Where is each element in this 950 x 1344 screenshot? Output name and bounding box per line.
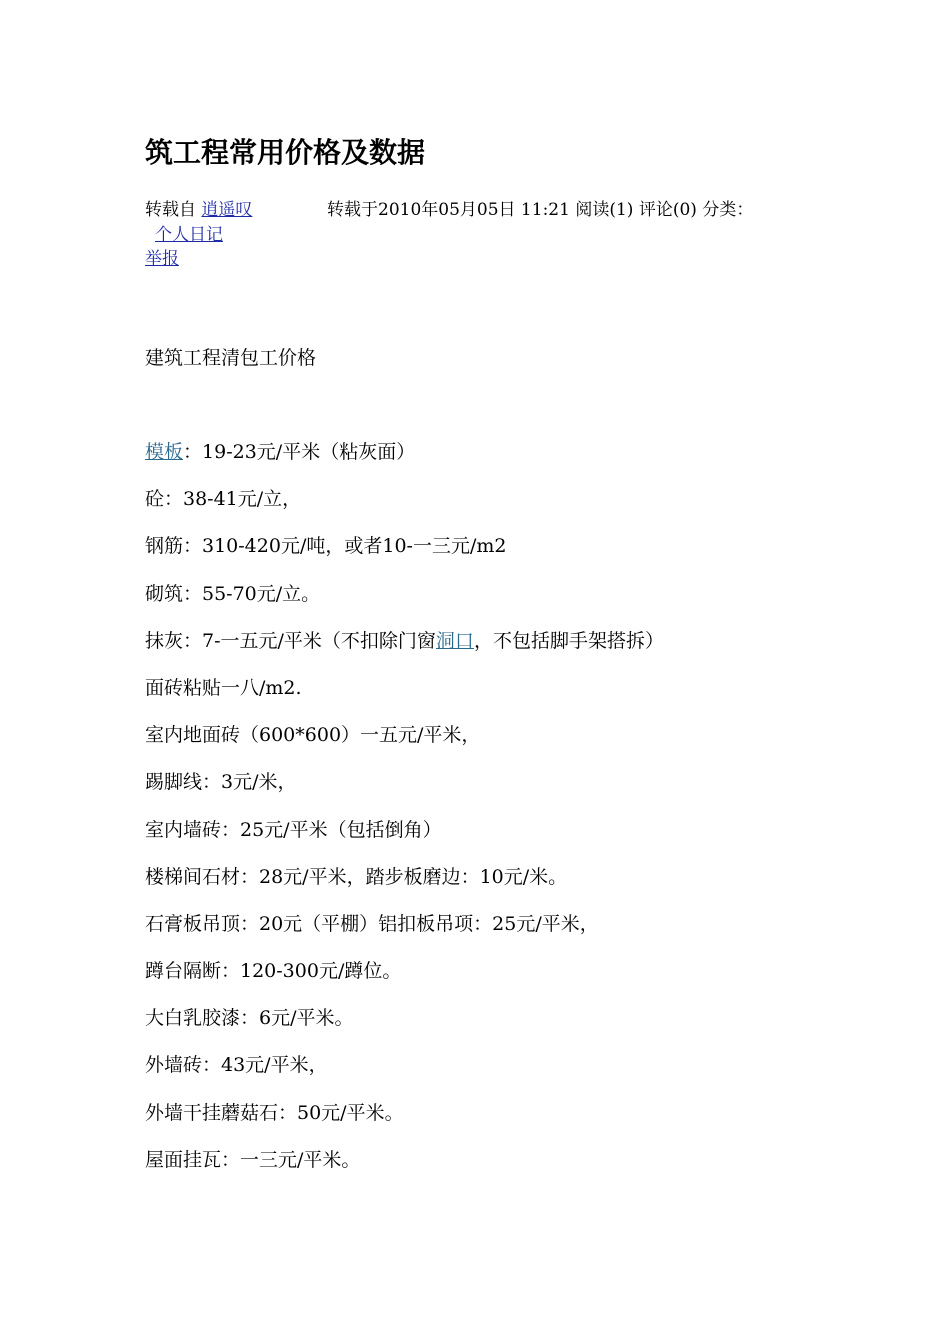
- price-item-formwork: [145, 438, 664, 485]
- price-item-text: 蹲台隔断：120-300元/蹲位。: [145, 960, 402, 983]
- price-item-text: 室内地面砖（600*600）一五元/平米，: [145, 724, 481, 747]
- price-item-text: 抹灰：7-一五元/平米（不扣除门窗: [145, 629, 436, 652]
- page-title: 筑工程常用价格及数据: [145, 136, 426, 169]
- section-heading: 建筑工程清包工价格: [145, 347, 317, 369]
- repost-date: 转载于2010年05月05日 11:21: [327, 200, 570, 220]
- price-item-roof-tile: [145, 1146, 664, 1193]
- category-link[interactable]: 个人日记: [155, 225, 223, 245]
- price-item-masonry: [145, 580, 664, 627]
- price-item-text: 砼：38-41元/立，: [145, 488, 302, 511]
- price-item-ceiling: [145, 910, 664, 957]
- comment-count[interactable]: 评论(0): [638, 200, 697, 220]
- price-item-floor-tile: [145, 721, 664, 768]
- price-item-text: 石膏板吊顶：20元（平棚）铝扣板吊项：25元/平米，: [145, 912, 599, 935]
- report-row: [145, 247, 179, 271]
- author-link[interactable]: 逍遥叹: [201, 200, 253, 220]
- price-list: [145, 438, 664, 1193]
- price-item-face-tile: [145, 674, 664, 721]
- price-item-text: 楼梯间石材：28元/平米，踏步板磨边：10元/米。: [145, 865, 568, 888]
- price-item-text: 砌筑：55-70元/立。: [145, 582, 321, 605]
- post-stats: [327, 198, 753, 222]
- price-item-rebar: [145, 532, 664, 579]
- price-item-text: 面砖粘贴一八/m2.: [145, 676, 302, 699]
- opening-link[interactable]: 洞口: [435, 629, 474, 652]
- price-item-latex-paint: [145, 1004, 664, 1051]
- category-row: [155, 223, 223, 247]
- price-item-exterior-stone: [145, 1099, 664, 1146]
- price-item-text: 外墙砖：43元/平米，: [145, 1054, 328, 1077]
- price-item-concrete: [145, 485, 664, 532]
- price-item-text: 屋面挂瓦：一三元/平米。: [145, 1148, 361, 1171]
- price-item-text: 踢脚线：3元/米，: [145, 771, 297, 794]
- price-item-text: ：19-23元/平米（粘灰面）: [183, 441, 416, 463]
- report-link[interactable]: 举报: [145, 249, 179, 269]
- repost-info: [145, 198, 252, 222]
- read-count: 阅读(1): [575, 200, 634, 220]
- price-item-text: 大白乳胶漆：6元/平米。: [145, 1007, 354, 1030]
- price-item-plastering: [145, 627, 664, 674]
- price-item-skirting: [145, 768, 664, 815]
- price-item-stair-stone: [145, 863, 664, 910]
- formwork-link[interactable]: 模板: [145, 441, 184, 463]
- price-item-wall-tile: [145, 816, 664, 863]
- price-item-text: 室内墙砖：25元/平米（包括倒角）: [145, 818, 442, 841]
- price-item-exterior-tile: [145, 1051, 664, 1098]
- repost-from-label: 转载自: [145, 200, 196, 220]
- price-item-text: 钢筋：310-420元/吨，或者10-一三元/m2: [145, 535, 507, 558]
- price-item-text: ，不包括脚手架搭拆）: [473, 629, 664, 652]
- price-item-partition: [145, 957, 664, 1004]
- price-item-text: 外墙干挂蘑菇石：50元/平米。: [145, 1101, 404, 1124]
- category-label: 分类：: [702, 200, 754, 220]
